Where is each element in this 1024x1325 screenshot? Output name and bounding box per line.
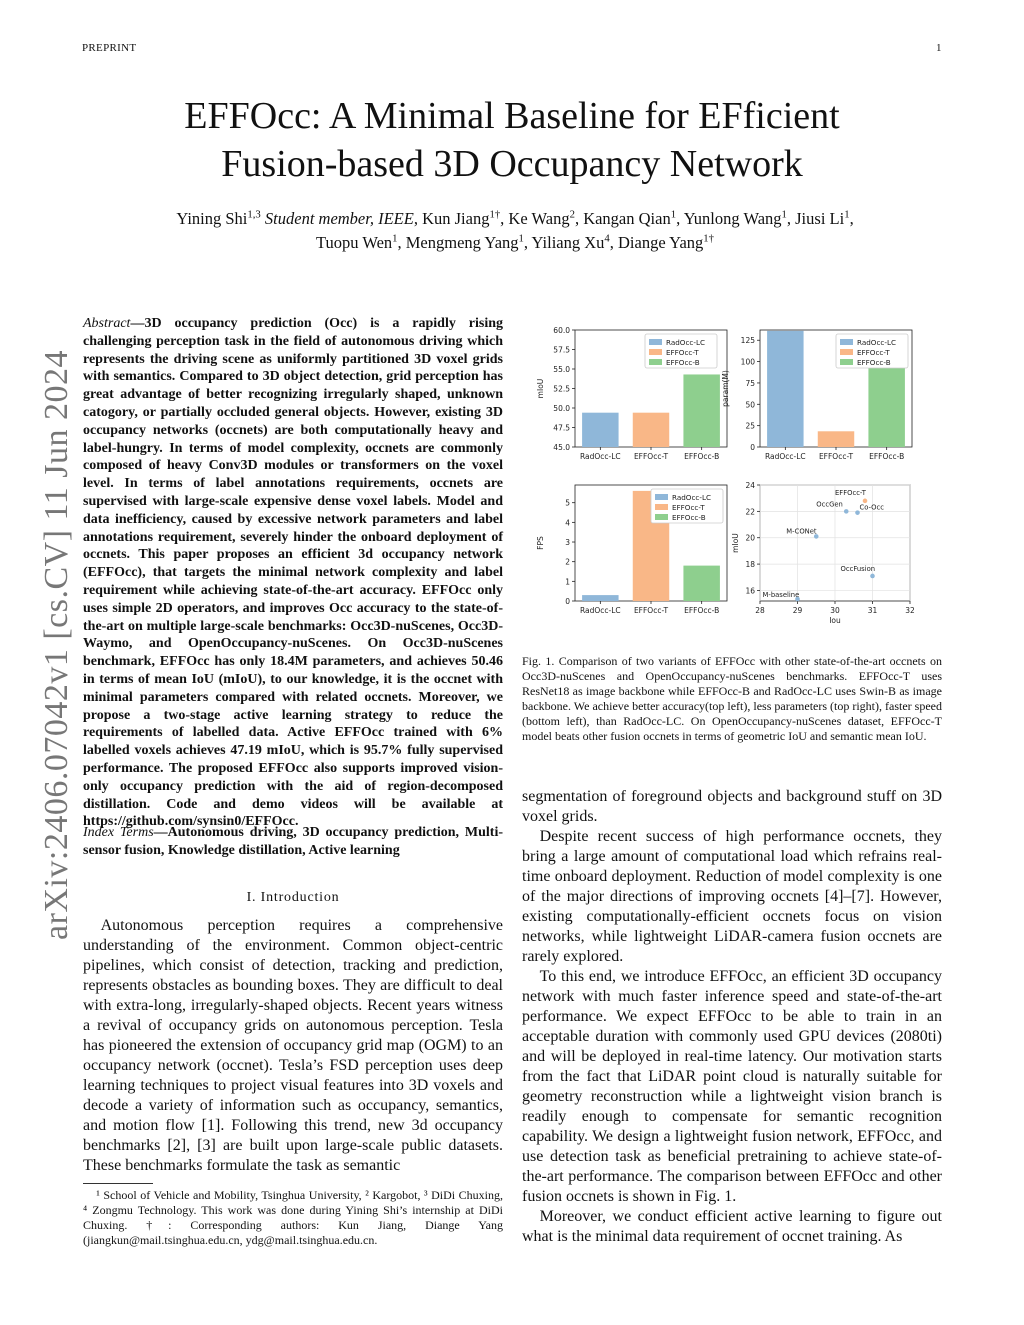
y-tick-label: 52.5 [553, 384, 570, 394]
y-tick-label: 125 [740, 336, 755, 346]
legend-swatch [655, 494, 668, 500]
running-header: PREPRINT [82, 42, 137, 54]
index-terms [83, 824, 503, 860]
y-tick-label: 57.5 [553, 345, 570, 355]
y-axis-label: param(M) [721, 370, 730, 407]
x-tick-label: EFFOcc-T [633, 452, 669, 461]
y-tick-label: 1 [565, 577, 570, 587]
title-line-2: Fusion-based 3D Occupancy Network [221, 143, 803, 185]
right-column-text [522, 787, 942, 1247]
author-affiliation: 1 [518, 232, 524, 245]
x-tick-label: EFFOcc-B [869, 452, 905, 461]
y-tick-label: 3 [565, 538, 570, 548]
legend-swatch [840, 339, 853, 345]
author-name: Yining Shi [176, 209, 248, 228]
x-tick-label: RadOcc-LC [579, 606, 621, 615]
title-line-1: EFFOcc: A Minimal Baseline for EFficient [184, 95, 840, 137]
index-terms-text: —Autonomous driving, 3D occupancy prediction, Multi-sensor fusion, Knowledge distillation, Active learning [83, 825, 503, 858]
arxiv-identifier: arXiv:2406.07042v1 [cs.CV] 11 Jun 2024 [38, 349, 75, 940]
y-tick-label: 25 [745, 421, 755, 431]
author-affiliation: 2 [569, 208, 575, 221]
legend-swatch [655, 504, 668, 510]
legend-swatch [649, 359, 662, 365]
y-tick-label: 45.0 [553, 443, 570, 452]
paper-title [0, 92, 1024, 188]
abstract [83, 315, 503, 831]
author-affiliation: 1,3 [247, 208, 261, 221]
point-label: OccFusion [840, 564, 876, 573]
x-tick-label: 32 [905, 606, 915, 615]
section-heading-introduction: I. Introduction [246, 890, 340, 905]
author-affiliation: 1 [392, 232, 398, 245]
author-name: Kangan Qian [583, 209, 671, 228]
x-tick-label: RadOcc-LC [579, 452, 621, 461]
footnote-divider [83, 1183, 153, 1184]
y-tick-label: 75 [745, 378, 755, 388]
point-label: M-CONet [786, 527, 817, 536]
y-axis-label: mIoU [731, 533, 740, 553]
x-tick-label: 30 [830, 606, 840, 615]
y-tick-label: 20 [745, 533, 755, 543]
scatter-point [870, 574, 875, 579]
chart-params-bar [721, 330, 912, 461]
author-affiliation: 1 [781, 208, 787, 221]
y-tick-label: 0 [565, 597, 570, 606]
x-tick-label: RadOcc-LC [764, 452, 806, 461]
bar-radocc-lc [582, 413, 618, 447]
author-name: Jiusi Li [795, 209, 845, 228]
y-tick-label: 2 [565, 557, 570, 567]
legend-swatch [655, 514, 668, 520]
bar-radocc-lc [767, 331, 803, 447]
point-label: M-baseline [762, 591, 800, 599]
figure-caption: Fig. 1. Comparison of two variants of EFFOcc with other state-of-the-art occnets on Occ3D-nuScenes and OpenOccupancy-nuScenes benchmarks. EFFOcc-T uses ResNet18 as image backbone while EFFOcc-B and RadOcc-LC uses Swin-B as image backbone. We achieve better accuracy(top left), less parameters (top right), faster speed (bottom left), than RadOcc-LC. On OpenOccupancy-nuScenes dataset, EFFOcc-T model beats other fusion occnets in terms of geometric IoU and semantic mean IoU. [522, 654, 942, 743]
y-tick-label: 50.0 [553, 404, 570, 413]
author-name: Diange Yang [618, 233, 704, 252]
legend-label: EFFOcc-T [672, 503, 705, 512]
y-tick-label: 47.5 [553, 423, 570, 433]
y-tick-label: 60.0 [553, 326, 570, 335]
chart-miou-bar [536, 326, 727, 461]
figure-1-charts [520, 318, 920, 623]
bar-effocc-b [683, 566, 719, 601]
bar-effocc-t [633, 413, 669, 447]
legend-swatch [840, 359, 853, 365]
author-affiliation: 1 [670, 208, 677, 221]
x-tick-label: EFFOcc-B [684, 606, 720, 615]
x-tick-label: EFFOcc-T [818, 452, 854, 461]
author-name: Kun Jiang [422, 209, 490, 228]
author-name: Yiliang Xu [531, 233, 605, 252]
scatter-point [844, 509, 849, 514]
y-axis-label: FPS [536, 536, 545, 550]
legend-label: EFFOcc-B [666, 358, 700, 367]
y-tick-label: 22 [745, 507, 755, 517]
abstract-label: Abstract [83, 316, 131, 331]
legend-label: RadOcc-LC [666, 338, 705, 347]
author-role: Student member, IEEE [264, 209, 414, 228]
legend-label: EFFOcc-T [666, 348, 699, 357]
y-axis-label: mIoU [536, 378, 545, 399]
y-tick-label: 50 [745, 400, 755, 410]
chart-iou-scatter [731, 481, 915, 623]
legend-swatch [649, 339, 662, 345]
intro-paragraph: Autonomous perception requires a comprehensive understanding of the environment. Common object-centric pipelines, which consist of detection, tracking and prediction, represents obstacles as bounding boxes. They are difficult to deal with extra-long, irregularly-shaped objects. Recent years witness a revival of occupancy grids on autonomous perception. Tesla has pioneered the extension of occupancy grid map (OGM) to an occupancy network (occnet). Tesla’s FSD perception uses deep learning techniques to project visual features into 3D voxels and decode a variety of information such as occupancy, semantics, and motion flow [1]. Following this trend, new 3d occupancy benchmarks [2], [3] are built upon large-scale public datasets. These benchmarks formulate the task as semantic [83, 917, 503, 1174]
y-tick-label: 4 [565, 518, 570, 528]
author-affiliation: 1† [703, 232, 714, 245]
x-tick-label: EFFOcc-B [684, 452, 720, 461]
point-label: Co-Occ [859, 503, 884, 512]
author-name: Ke Wang [508, 209, 570, 228]
legend-swatch [649, 349, 662, 355]
bar-effocc-b [683, 374, 719, 447]
y-tick-label: 5 [565, 498, 570, 508]
legend-label: EFFOcc-B [672, 513, 706, 522]
x-axis-label: Iou [829, 616, 841, 623]
affiliation-footnote: ¹ School of Vehicle and Mobility, Tsinghua University, ² Kargobot, ³ DiDi Chuxing, ⁴ Zongmu Technology. This work was done during Yining Shi’s internship at DiDi Chuxing. †: Corresponding authors: Kun Jiang, Diange Yang (jiangkun@mail.tsinghua.edu.cn, ydg@mail.tsinghua.edu.cn. [83, 1188, 503, 1247]
point-label: OccGen [816, 500, 843, 509]
author-affiliation: 1 [844, 208, 850, 221]
abstract-text: —3D occupancy prediction (Occ) is a rapidly rising challenging perception task in the field of autonomous driving which represents the driving scene as uniformly partitioned 3D voxel grids with semantics. Compared to 3D object detection, grid perception has great advantage of better recognizing irregularly shaped, unknown catogory, or partially occluded general objects. However, existing 3D occupancy networks (occnets) are both computationally heavy and label-hungry. In terms of model complexity, occnets are commonly composed of heavy Conv3D modules or transformers on the voxel level. In terms of label annotations requirements, occnets are supervised with large-scale expensive dense voxel labels. Model and data inefficiency, caused by excessive network parameters and label annotations requirement, severely hinder the onboard deployment of occnets. This paper proposes an efficient 3d occupancy network (EFFOcc), that targets the minimal network complexity and label requirement while achieving state-of-the-art accuracy. EFFOcc only uses simple 2D operators, and improves Occ accuracy to the state-of-the-art on multiple large-scale benchmarks: Occ3D-nuScenes, Occ3D-Waymo, and OpenOccupancy-nuScenes. On Occ3D-nuScenes benchmark, EFFOcc has only 18.4M parameters, and achieves 50.46 in terms of mean IoU (mIoU), to our knowledge, it is the occnet with minimal parameters compared with related occnets. Moreover, we propose a two-stage active learning strategy to reduce the requirements of labelled data. Active EFFOcc trained with 6% labelled voxels achieves 47.19 mIoU, which is 95.7% fully supervised performance. The proposed EFFOcc also supports improved vision-only occupancy prediction with the aid of region-decomposed distillation. Code and demo videos will be available at https://github.com/synsin0/EFFOcc. [83, 316, 503, 830]
legend-label: RadOcc-LC [857, 338, 896, 347]
legend-swatch [840, 349, 853, 355]
y-tick-label: 55.0 [553, 365, 570, 374]
body-paragraph: segmentation of foreground objects and background stuff on 3D voxel grids. [522, 788, 942, 825]
legend-label: EFFOcc-T [857, 348, 890, 357]
page-number: 1 [936, 42, 942, 54]
point-label: EFFOcc-T [835, 488, 866, 497]
author-name: Mengmeng Yang [405, 233, 519, 252]
x-tick-label: 28 [755, 606, 765, 615]
author-name: Tuopu Wen [316, 233, 393, 252]
chart-fps-bar [536, 485, 727, 615]
x-tick-label: 31 [867, 606, 878, 615]
body-paragraph: Despite recent success of high performance occnets, they bring a large amount of computational load which refrains real-time onboard deployment. Reduction of model complexity is one of the major directions of improving occnets [4]–[7]. However, existing computationally-efficient occnets focus on vision networks, while lightweight LiDAR-camera fusion occnets are rarely explored. [522, 828, 942, 965]
index-terms-label: Index Terms [83, 825, 154, 840]
x-tick-label: 29 [792, 606, 803, 615]
y-tick-label: 18 [745, 560, 755, 570]
y-tick-label: 100 [740, 357, 755, 367]
body-paragraph: To this end, we introduce EFFOcc, an efficient 3D occupancy network with much faster inference speed and state-of-the-art performance. We expect EFFOcc to be able to train in an acceptable duration with commonly used GPU devices (2080ti) and will be deployed in real-time latency. Our motivation starts from the fact that LiDAR point cloud is naturally suitable for geometry reconstruction while a lightweight vision branch is readily enough to compensate for semantic recognition capability. We design a lightweight fusion network, EFFOcc, and use detection task as beneficial pretraining to achieve state-of-the-art performance. The comparison between EFFOcc and other fusion occnets is shown in Fig. 1. [522, 968, 942, 1205]
author-affiliation: 4 [604, 232, 610, 245]
bar-effocc-t [818, 431, 854, 447]
legend-label: RadOcc-LC [672, 493, 711, 502]
body-paragraph: Moreover, we conduct efficient active learning to figure out what is the minimal data requirement of occnet training. As [522, 1208, 942, 1245]
bar-radocc-lc [582, 595, 618, 601]
y-tick-label: 0 [750, 443, 755, 452]
legend-label: EFFOcc-B [857, 358, 891, 367]
scatter-point [863, 499, 868, 504]
y-tick-label: 16 [745, 586, 755, 596]
author-name: Yunlong Wang [683, 209, 782, 228]
author-affiliation: 1† [489, 208, 501, 221]
author-list: Yining Shi$^{1,3}$ Student member, IEEE, Kun Jiang$^{1\dagger}$, Ke Wang$^2$, Kangan Qian$^1$, Yunlong Wang$^1$, Jiusi Li$^1$, Tuopu Wen$^1$, Mengmeng Yang$^1$, Yiliang Xu$^4$, Diange Yang$^{1\dagger}$ [176, 208, 854, 252]
y-tick-label: 24 [745, 481, 755, 490]
x-tick-label: EFFOcc-T [633, 606, 669, 615]
